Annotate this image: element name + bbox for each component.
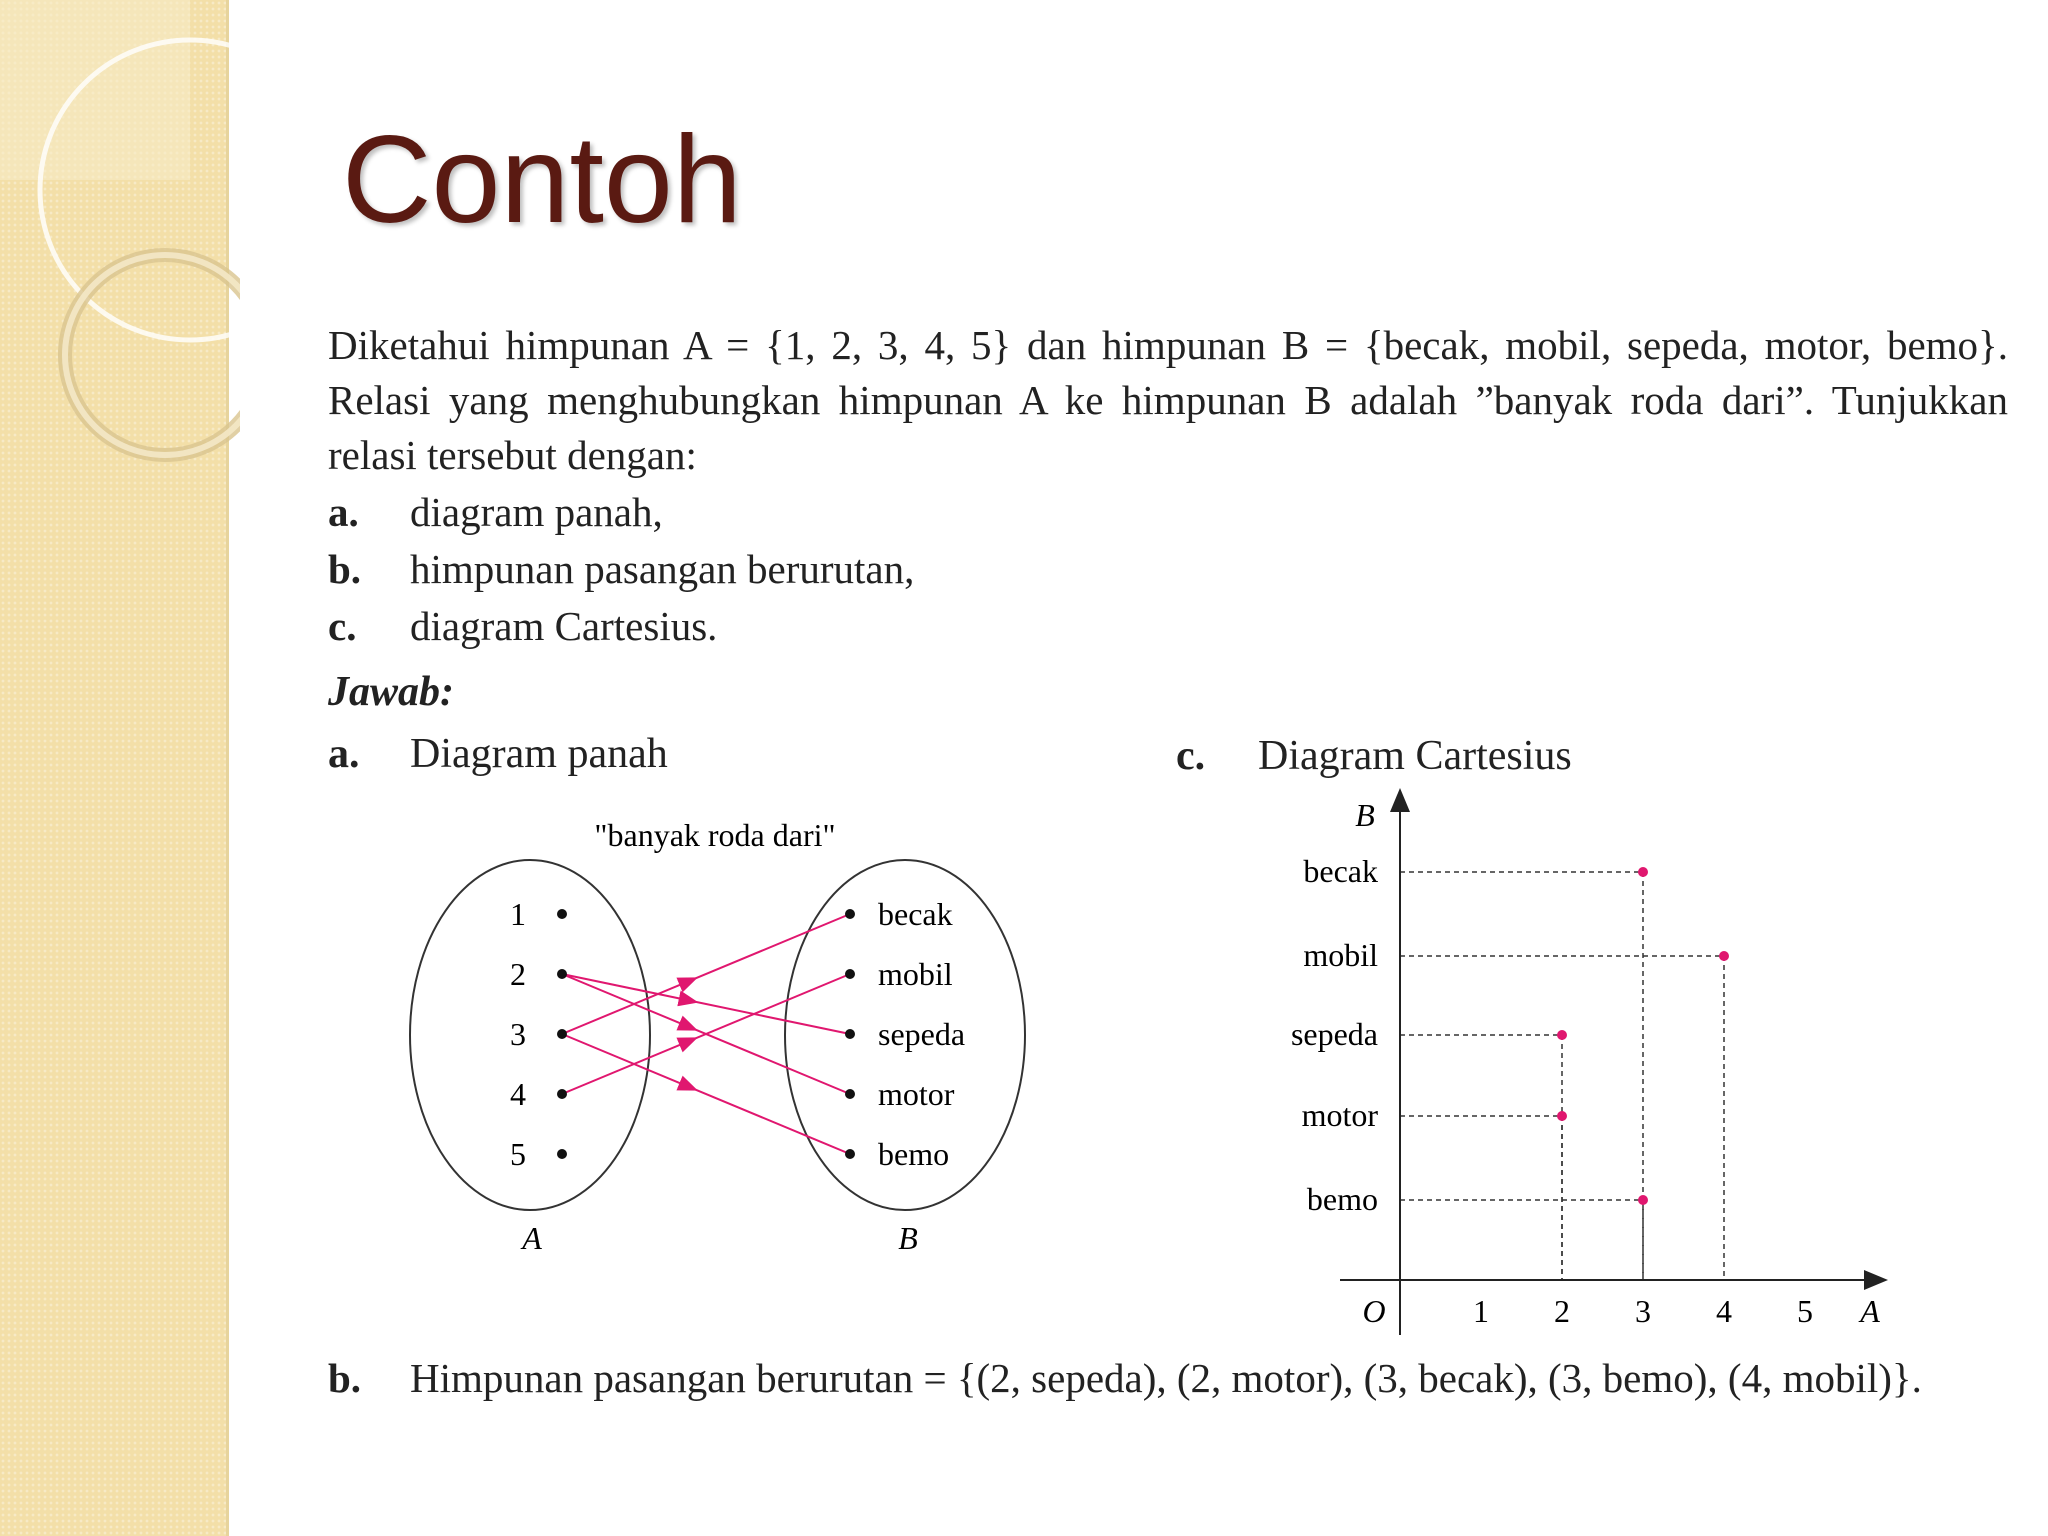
relation-arrow — [562, 974, 850, 1034]
y-tick-label: bemo — [1306, 1181, 1378, 1217]
y-tick-label: motor — [1301, 1097, 1378, 1133]
item-letter: a. — [328, 731, 360, 777]
relation-arrow — [562, 1034, 850, 1154]
y-tick-label: mobil — [1303, 937, 1378, 973]
answer-b — [328, 1350, 2008, 1406]
set-a-ellipse — [410, 860, 650, 1210]
set-a-label: A — [522, 1220, 542, 1256]
set-b-dot — [845, 1029, 855, 1039]
set-a-element: 2 — [510, 956, 526, 992]
item-text: diagram panah, — [410, 489, 663, 535]
set-b-element: bemo — [878, 1136, 950, 1172]
heading-text: Diagram panah — [410, 731, 668, 777]
y-tick-label: becak — [1303, 853, 1378, 889]
relation-arrowhead — [683, 981, 689, 983]
data-point — [1638, 867, 1648, 877]
set-b-element: sepeda — [878, 1016, 966, 1052]
answer-b-text: Himpunan pasangan berurutan = {(2, sepeda), (2, motor), (3, becak), (3, bemo), (4, mobil)}. — [410, 1355, 1922, 1401]
answer-label: Jawab: — [328, 669, 454, 715]
set-a-dot — [557, 1089, 567, 1099]
set-b-dot — [845, 1149, 855, 1159]
answer-c-heading — [1176, 732, 1572, 780]
relation-arrowhead — [683, 1041, 689, 1043]
x-tick-label: 5 — [1797, 1293, 1813, 1329]
cartesian-chart — [1240, 780, 1900, 1340]
item-letter: c. — [328, 603, 357, 649]
relation-arrow — [562, 914, 850, 1034]
x-tick-label: 4 — [1716, 1293, 1732, 1329]
arrow-diagram-caption: "banyak roda dari" — [594, 817, 836, 853]
set-b-label: B — [898, 1220, 918, 1256]
set-b-dot — [845, 1089, 855, 1099]
set-a-element: 3 — [510, 1016, 526, 1052]
x-tick-label: 3 — [1635, 1293, 1651, 1329]
x-tick-label: 2 — [1554, 1293, 1570, 1329]
set-b-dot — [845, 969, 855, 979]
data-point — [1719, 951, 1729, 961]
arrow-diagram — [390, 810, 1050, 1270]
set-a-dot — [557, 1149, 567, 1159]
problem-item-a — [328, 485, 2008, 540]
data-point — [1638, 1195, 1648, 1205]
data-point — [1557, 1030, 1567, 1040]
y-axis-label: B — [1355, 797, 1375, 833]
set-b-dot — [845, 909, 855, 919]
set-a-element: 1 — [510, 896, 526, 932]
problem-statement — [328, 318, 2008, 654]
relation-arrowhead — [683, 999, 689, 1000]
problem-text: Diketahui himpunan A = {1, 2, 3, 4, 5} dan himpunan B = {becak, mobil, sepeda, motor, bemo}. Relasi yang menghubungkan himpunan A ke himpunan B adalah ”banyak roda dari”. Tunjukkan relasi tersebut dengan: — [328, 322, 2008, 478]
problem-item-b — [328, 542, 2008, 597]
set-b-element: mobil — [878, 956, 953, 992]
item-text: himpunan pasangan berurutan, — [410, 546, 915, 592]
origin-label: O — [1362, 1293, 1386, 1329]
x-tick-label: 1 — [1473, 1293, 1489, 1329]
set-a-element: 5 — [510, 1136, 526, 1172]
decorative-rings — [0, 0, 240, 520]
item-letter: b. — [328, 1355, 362, 1401]
answer-a-heading — [328, 730, 668, 778]
y-tick-label: sepeda — [1290, 1016, 1378, 1052]
heading-text: Diagram Cartesius — [1258, 733, 1572, 779]
set-b-element: motor — [878, 1076, 955, 1112]
slide-title: Contoh — [342, 111, 742, 249]
set-a-dot — [557, 969, 567, 979]
data-point — [1557, 1111, 1567, 1121]
item-text: diagram Cartesius. — [410, 603, 718, 649]
relation-arrowhead — [683, 1084, 689, 1086]
item-letter: a. — [328, 489, 359, 535]
set-a-dot — [557, 909, 567, 919]
set-a-element: 4 — [510, 1076, 526, 1112]
set-a-dot — [557, 1029, 567, 1039]
relation-arrowhead — [683, 1024, 689, 1026]
set-b-element: becak — [878, 896, 953, 932]
problem-item-c — [328, 599, 2008, 654]
item-letter: b. — [328, 546, 362, 592]
item-letter: c. — [1176, 733, 1206, 779]
x-axis-label: A — [1860, 1293, 1880, 1329]
